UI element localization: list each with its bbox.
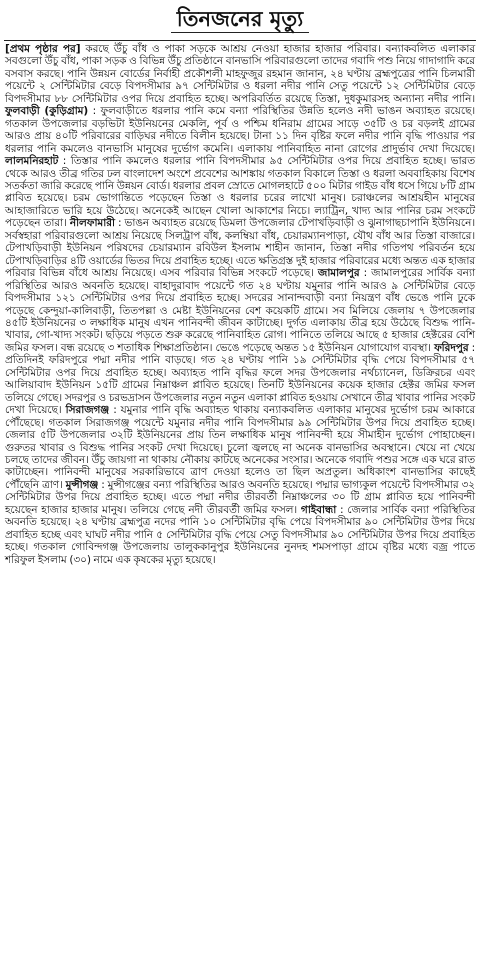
location-dateline: জামালপুর [317, 267, 360, 280]
paragraph-text: করছে উঁচু বাঁধ ও পাকা সড়কে আশ্রয় নেওয়া হাজার হাজার পরিবার। বন্যাকবলিত এলাকার সবগুলো উঁচু বাঁধ, পাকা সড়ক ও বিভিন্ন উঁচু প্রতিষ্ঠানে বানভাসি পরিবারগুলো তাদের গবাদি পশু নিয়ে গাদাগাদি করে বসবাস করছে। পানি উন্নয়ন বোর্ডের নির্বাহী প্রকৌশলী মাহফুজুর রহমান জানান, ২৪ ঘণ্টায় ব্রহ্মপুত্রের পানি চিলমারী পয়েন্টে ২ সেন্টিমিটার বেড়ে বিপদসীমার ৯৭ সেন্টিমিটার ও ধরলা নদীর পানি সেতু পয়েন্টে ১২ সেন্টিমিটার বেড়ে বিপদসীমার ৮৮ সেন্টিমিটার ওপর দিয়ে প্রবাহিত হচ্ছে। অপরিবর্তিত রয়েছে তিস্তা, দুধকুমারসহ অন্যান্য নদীর পানি। [5, 43, 475, 105]
location-dateline: ফরিদপুর [434, 341, 469, 354]
location-dateline: নীলফামারী [69, 217, 115, 230]
paragraph-text: : ভাঙন অব্যাহত রয়েছে ডিমলা উপজেলার টেপাখড়িবাড়ী ও ঝুনাগাছচাপানি ইউনিয়নে। সর্বস্বহারা পরিবারগুলো আশ্রয় নিয়েছে সিলট্রাপ বাঁধ, কলম্বিয়া বাঁধ, চেয়ারম্যানপাড়া, যৌথ বাঁধ আর তিস্তা বাজারে। টেপাখড়িবাড়ী ইউনিয়ন পরিষদের চেয়ারম্যান রবিউল ইসলাম শাহীন জানান, তিস্তা নদীর গতিপথ পরিবর্তন হয়ে টেপাখড়িবাড়ির ৪টি ওয়ার্ডের ভিতর দিয়ে প্রবাহিত হচ্ছে। এতে ক্ষতিগ্রস্ত দুই হাজার পরিবারের মধ্যে অন্তত এক হাজার পরিবার বিভিন্ন বাঁধে আশ্রয় নিয়েছে। এসব পরিবার বিভিন্ন সংকটে পড়েছে। [5, 217, 475, 280]
location-dateline: লালমনিরহাট [5, 155, 59, 168]
paragraph-text: : জামালপুরের সার্বিক বন্যা পরিস্থিতির আরও অবনতি হয়েছে। বাহাদুরাবাদ পয়েন্টে গত ২৪ ঘণ্টায় যমুনার পানি আরও ৯ সেন্টিমিটার বেড়ে বিপদসীমার ১২১ সেন্টিমিটার ওপর দিয়ে প্রবাহিত হচ্ছে। সদরের সানান্দবাড়ী বন্যা নিয়ন্ত্রণ বাঁধ ভেঙে পানি ঢুকে পড়েছে কেন্দুয়া-কালিবাড়ী, তিতপল্লা ও মেষ্টা ইউনিয়নের বেশ কয়েকটি গ্রামে। সব মিলিয়ে জেলায় ৭ উপজেলার ৪৫টি ইউনিয়নের ৩ লক্ষাধিক মানুষ এখন পানিবন্দী জীবন কাটাচ্ছে। দুর্গত এলাকায় তীব্র হয়ে উঠেছে বিশুদ্ধ পানি-খাবার, গো-খাদ্য সংকট। ছড়িয়ে পড়তে শুরু করেছে পানিবাহিত রোগ। পানিতে তলিয়ে আছে ৫ হাজার হেক্টরের বেশি জমির ফসল। বন্ধ রয়েছে ৩ শতাধিক শিক্ষাপ্রতিষ্ঠান। ভেঙে পড়েছে অন্তত ১৫ ইউনিয়ন যোগাযোগ ব্যবস্থা। [5, 267, 475, 354]
continuation-marker: [প্রথম পৃষ্ঠার পর] [5, 43, 81, 55]
location-dateline: সিরাজগঞ্জ [65, 404, 110, 417]
headline-area [0, 0, 480, 40]
article-body [0, 41, 480, 566]
location-dateline: গাইবান্ধা [300, 503, 337, 516]
paragraph-text: : তিস্তার পানি কমলেও ধরলার পানি বিপদসীমার ৯৫ সেন্টিমিটার ওপর দিয়ে প্রবাহিত হচ্ছে। ভারত থেকে আরও তীব্র গতির ঢল বাংলাদেশ অংশে প্রবেশের আশঙ্কায় গতকাল বিকালে তিস্তা ও ধরলা অববাহিকায় বিশেষ সতর্কতা জারি করেছে পানি উন্নয়ন বোর্ড। ধরলার প্রবল স্রোতে মোগলহাটে ৫০০ মিটার গাইড বাঁধ ধসে গিয়ে ৮টি গ্রাম প্লাবিত হয়েছে। চরম ভোগান্তিতে পড়েছেন তিস্তা ও ধরলার চরের লাখো মানুষ। চরাঞ্চলের আশ্রয়হীন মানুষের আহাজারিতে ভারি হয়ে উঠেছে। অনেকেই আছেন খোলা আকাশের নিচে। ল্যাট্রিন, খাদ্য আর পানির চরম সংকটে পড়েছেন তারা। [5, 155, 475, 230]
paragraph-text: : জেলার সার্বিক বন্যা পরিস্থিতির অবনতি হয়েছে। ২৪ ঘণ্টায় ব্রহ্মপুত্র নদের পানি ১০ সেন্টিমিটার বৃদ্ধি পেয়ে বিপদসীমার ৯০ সেন্টিমিটার উপর দিয়ে প্রবাহিত হচ্ছে এবং ঘাঘট নদীর পানি ৫ সেন্টিমিটার বৃদ্ধি পেয়ে সেতু বিপদসীমার ৯০ সেন্টিমিটার উপর দিয়ে প্রবাহিত হচ্ছে। গতকাল গোবিন্দগঞ্জ উপজেলায় তালুককানুপুর ইউনিয়নের নুনদহ শমসপাড়া গ্রামে বৃষ্টির মধ্যে বজ্র পাতে শরিফুল ইসলাম (৩০) নামে এক কৃষকের মৃত্যু হয়েছে। [5, 503, 476, 566]
paragraph-text: : মুন্সীগঞ্জের বন্যা পরিস্থিতির আরও অবনতি হয়েছে। পদ্মার ভাগ্যকুল পয়েন্টে বিপদসীমার ৩২ সেন্টিমিটার উপর দিয়ে প্রবাহিত হচ্ছে। এতে পদ্মা নদীর তীরবর্তী নিম্নাঞ্চলের ৩০ টি গ্রাম প্লাবিত হয়ে পানিবন্দী হয়েছেন হাজার হাজার মানুষ। তলিয়ে গেছে নদী তীরবর্তী জমির ফসল। [5, 478, 475, 516]
paragraph-text: : প্রতিদিনই ফরিদপুরে পদ্মা নদীর পানি বাড়ছে। গত ২৪ ঘণ্টায় পানি ১৯ সেন্টিমিটার বৃদ্ধি পেয়ে বিপদসীমার ৫৭ সেন্টিমিটার ওপর দিয়ে প্রবাহিত হচ্ছে। অব্যাহত পানি বৃদ্ধির ফলে সদর উপজেলার নর্থচ্যানেল, ডিক্রিরচর এবং আলিয়াবাদ ইউনিয়ন ১৫টি গ্রামের নিম্নাঞ্চল প্লাবিত হয়েছে। তিনটি ইউনিয়নের কয়েক হাজার হেক্টর জমির ফসল তলিয়ে গেছে। সদরপুর ও চরভদ্রাসন উপজেলার নতুন নতুন এলাকা প্লাবিত হওয়ায় সেখানে তীব্র খাবার পানির সংকট দেখা দিয়েছে। [5, 341, 476, 417]
paragraph-text: : যমুনার পানি বৃদ্ধি অব্যাহত থাকায় বন্যাকবলিত এলাকার মানুষের দুর্ভোগ চরম আকারে পৌঁছেছে। গতকাল সিরাজগঞ্জ পয়েন্টে যমুনার নদীর পানি বিপদসীমার ৯৯ সেন্টিমিটার উপর দিয়ে প্রবাহিত হচ্ছে। জেলার ৫টি উপজেলার ৩২টি ইউনিয়নের প্রায় তিন লক্ষাধিক মানুষ পানিবন্দী হয়ে সীমাহীন দুর্ভোগ পোহাচ্ছেন। গুরুতর খাবার ও বিশুদ্ধ পানির সংকট দেখা দিয়েছে। চুলো জ্বলছে না অনেক বানভাসির অবস্থানে। খেয়ে না খেয়ে চলছে তাদের জীবন। উঁচু জায়গা না থাকায় নৌকায় কাটছে অনেকের সংসার। অনেকে গবাদি পশুর সঙ্গে এক ঘরে রাত কাটাচ্ছেন। পানিবন্দী মানুষের সরকারিভাবে ত্রাণ দেওয়া হলেও তা ছিল অপ্রতুল। অধিকাংশ বানভাসির কাছেই পৌঁছেনি ত্রাণ। [5, 404, 475, 491]
headline: তিনজনের মৃত্যু [171, 6, 309, 33]
article-text [5, 43, 475, 566]
location-dateline: ফুলবাড়ী (কুড়িগ্রাম) [5, 105, 89, 118]
location-dateline: মুন্সীগঞ্জ [65, 478, 99, 491]
paragraph-text: : ফুলবাড়ীতে ধরলার পানি কমে বন্যা পরিস্থিতির উন্নতি হলেও নদী ভাঙন অব্যাহত রয়েছে। গতকাল উপজেলার বড়ভিটা ইউনিয়নের মেকলি, পূর্ব ও পশ্চিম ধনিরাম গ্রামের সাড়ে ৩৫টি ও চর বড়লই গ্রামের আরও প্রায় ৪০টি পরিবারের বাড়িঘর নদীতে বিলীন হয়েছে। টানা ১১ দিন বৃষ্টির ফলে নদীর পানি বৃদ্ধি পাওয়ার পর ধরলার পানি কমলেও বানভাসি মানুষের দুর্ভোগ কমেনি। এলাকায় পানিবাহিত নানা রোগের প্রাদুর্ভাব দেখা দিয়েছে। [5, 105, 475, 155]
